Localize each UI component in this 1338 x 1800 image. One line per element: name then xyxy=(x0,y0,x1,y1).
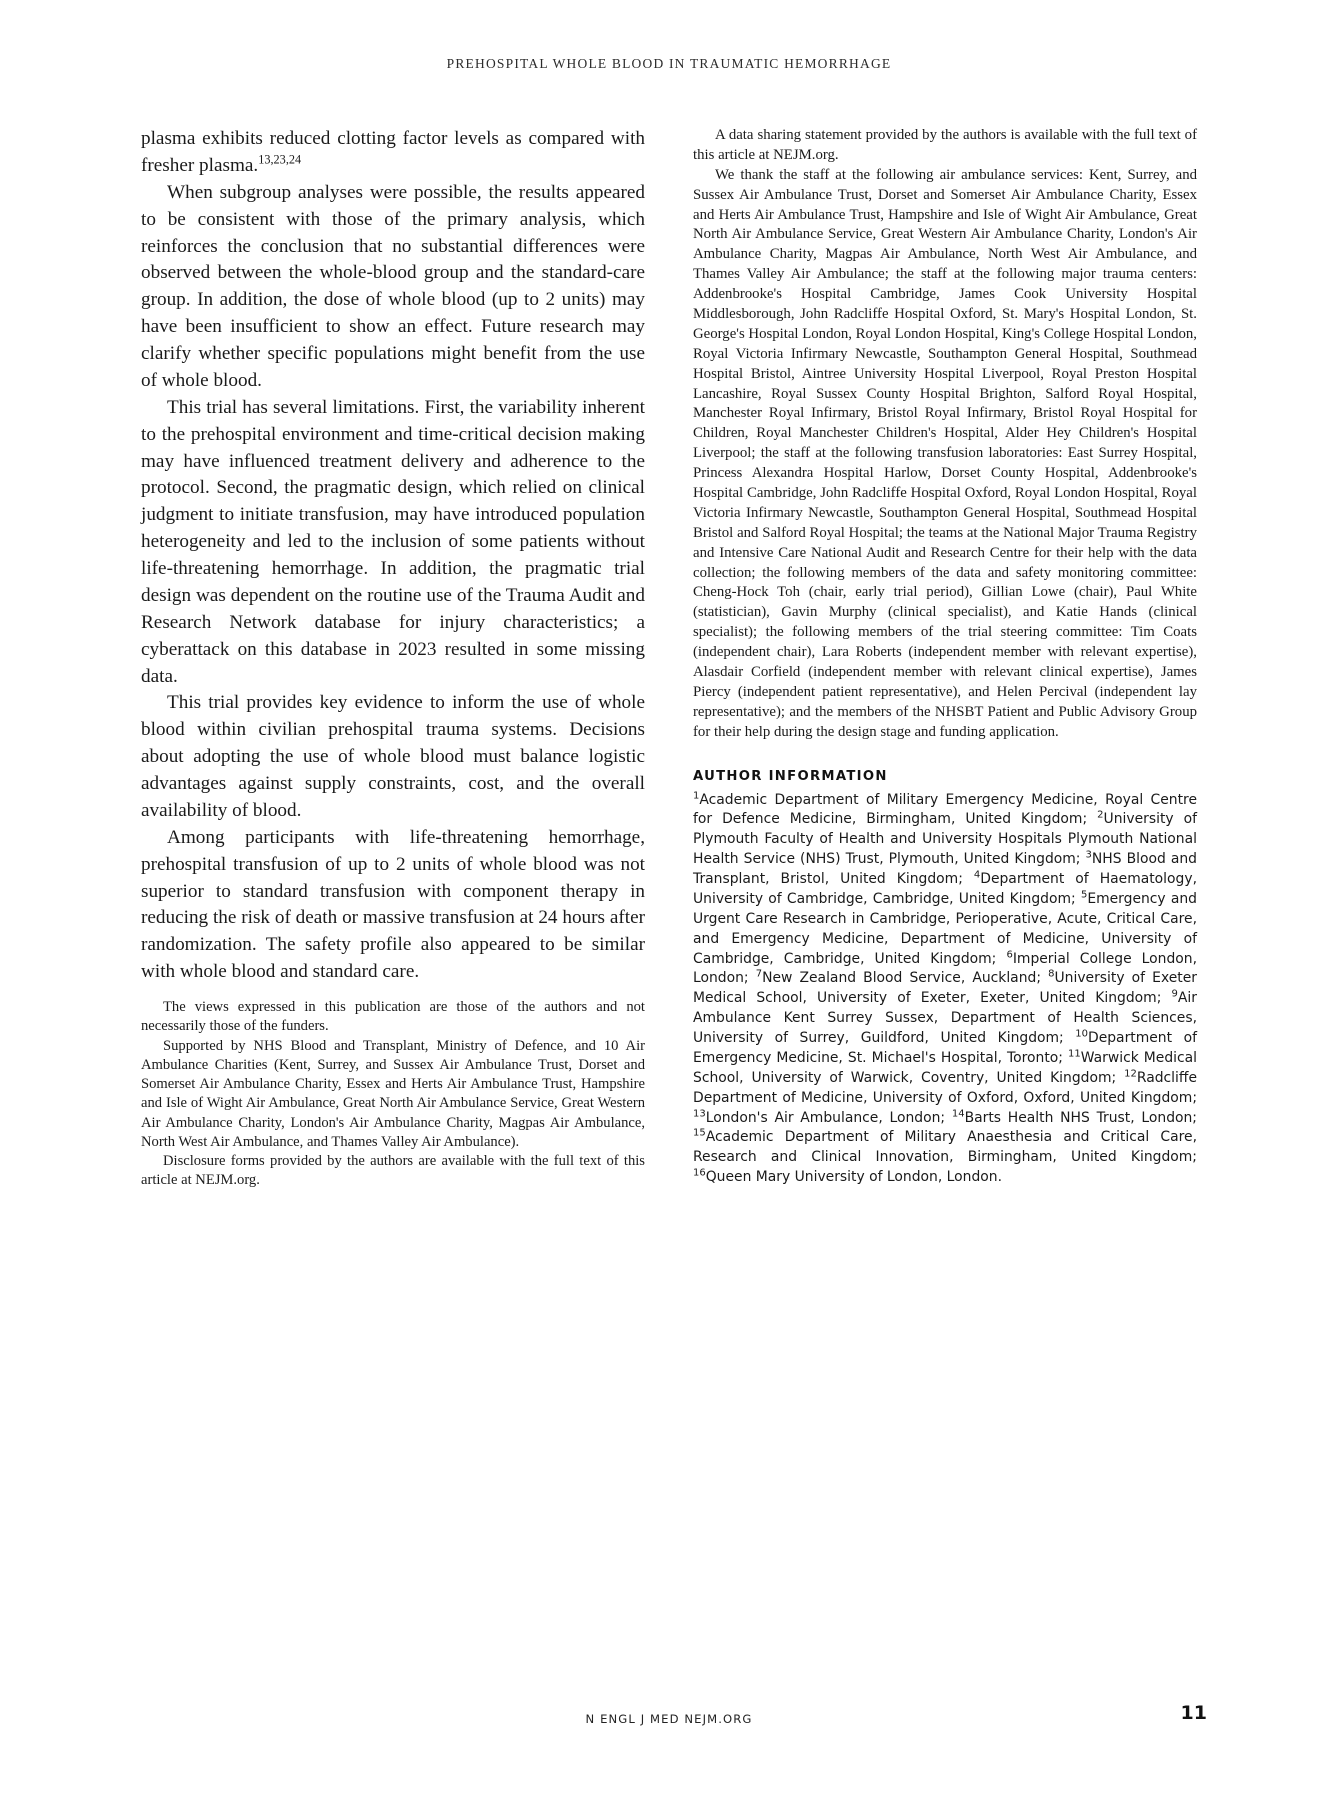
affiliation-text: Barts Health NHS Trust, London; xyxy=(964,1109,1197,1126)
affiliation-marker: 13 xyxy=(693,1107,706,1119)
paragraph: This trial provides key evidence to inform the use of whole blood within civilian prehospital trauma systems. Decisions about adopting the use of whole blood must balance logistic advantages against supply constraints, cost, and the overall availability of blood. xyxy=(141,692,645,821)
acknowledgments-block xyxy=(693,126,1197,743)
affiliation-item xyxy=(693,1129,1197,1165)
affiliation-marker: 11 xyxy=(1068,1048,1081,1060)
affiliation-text: Department of Haematology, University of Cambridge, Cambridge, United Kingdom; xyxy=(693,871,1197,907)
affiliation-marker: 3 xyxy=(1085,849,1092,861)
affiliation-item xyxy=(693,1107,952,1126)
paragraph: This trial has several limitations. First, the variability inherent to the prehospital environment and time-critical decision making may have influenced treatment delivery and adherence to the protocol. Second, the pragmatic design, which relied on clinical judgment to initiate transfusion, may have introduced population heterogeneity and led to the inclusion of some patients without life-threatening hemorrhage. In addition, the pragmatic trial design was dependent on the routine use of the Trauma Audit and Research Network database for injury characteristics; a cyberattack on this database in 2023 resulted in some missing data. xyxy=(141,396,645,687)
affiliation-item xyxy=(693,1169,1002,1185)
left-small-print xyxy=(141,998,645,1191)
affiliation-item xyxy=(951,1107,1197,1126)
reference-superscript: 13,23,24 xyxy=(258,152,302,167)
author-information-heading: AUTHOR INFORMATION xyxy=(693,768,888,784)
page-footer xyxy=(0,1680,1338,1800)
affiliation-text: University of Plymouth Faculty of Health and University Hospitals Plymouth National Health Service (NHS) Trust, Plymouth, United Kingdom; xyxy=(693,811,1198,868)
affiliation-marker: 14 xyxy=(951,1107,965,1119)
page-number: 11 xyxy=(1180,1702,1207,1724)
affiliation-marker: 9 xyxy=(1171,988,1178,1000)
left-body-text xyxy=(141,126,645,986)
paragraph: Among participants with life-threatening hemorrhage, prehospital transfusion of up to 2 units of whole blood was not superior to standard transfusion with component therapy in reducing the risk of death or massive transfusion at 24 hours after randomization. The safety profile also appeared to be similar with whole blood and standard care. xyxy=(141,826,645,983)
affiliation-marker: 10 xyxy=(1075,1028,1088,1040)
affiliation-text: Radcliffe Department of Medicine, University of Oxford, Oxford, United Kingdom; xyxy=(693,1069,1197,1106)
affiliation-text: Academic Department of Military Anaesthesia and Critical Care, Research and Clinical Innovation, Birmingham, United Kingdom; xyxy=(693,1129,1197,1166)
affiliation-text: Warwick Medical School, University of Warwick, Coventry, United Kingdom; xyxy=(693,1049,1198,1086)
affiliations-list xyxy=(693,791,1197,1189)
affiliation-text: Academic Department of Military Emergency Medicine, Royal Centre for Defence Medicine, Birmingham, United Kingdom; xyxy=(693,791,1197,828)
two-column-layout xyxy=(141,126,1197,1191)
affiliation-text: London's Air Ambulance, London; xyxy=(705,1109,946,1126)
paragraph xyxy=(141,126,645,180)
note-paragraph: The views expressed in this publication are those of the authors and not necessarily those of the funders. xyxy=(141,999,645,1035)
data-sharing-paragraph: A data sharing statement provided by the authors is available with the full text of this article at NEJM.org. xyxy=(693,127,1197,163)
affiliation-marker: 2 xyxy=(1097,809,1104,821)
affiliation-marker: 6 xyxy=(1006,948,1013,960)
paragraph-text: plasma exhibits reduced clotting factor levels as compared with fresher plasma. xyxy=(141,128,645,176)
affiliation-text: NHS Blood and Transplant, Bristol, United Kingdom; xyxy=(693,851,1197,888)
affiliation-marker: 8 xyxy=(1048,968,1055,980)
running-head: PREHOSPITAL WHOLE BLOOD IN TRAUMATIC HEMORRHAGE xyxy=(446,56,892,71)
affiliation-text: Queen Mary University of London, London. xyxy=(705,1169,1002,1186)
affiliation-marker: 1 xyxy=(693,789,700,801)
affiliation-text: Emergency and Urgent Care Research in Cambridge, Perioperative, Acute, Critical Care, and Emergency Medicine, Department of Medicine, University of Cambridge, Cambridge, United Kingdom; xyxy=(693,890,1197,967)
funding-paragraph: Supported by NHS Blood and Transplant, Ministry of Defence, and 10 Air Ambulance Charities (Kent, Surrey, and Sussex Air Ambulance Trust, Dorset and Somerset Air Ambulance Charity, Essex and Herts Air Ambulance Trust, Hampshire and Isle of Wight Air Ambulance, Great North Air Ambulance Service, Great Western Air Ambulance Charity, London's Air Ambulance Charity, Magpas Air Ambulance, North West Air Ambulance, and Thames Valley Air Ambulance). xyxy=(141,1037,645,1150)
right-column xyxy=(693,126,1197,1191)
affiliation-marker: 5 xyxy=(1080,889,1088,901)
affiliation-text: Air Ambulance Kent Surrey Sussex, Department of Health Sciences, University of Surrey, Guildford, United Kingdom; xyxy=(693,990,1197,1047)
affiliation-marker: 16 xyxy=(693,1167,706,1179)
journal-imprint: N ENGL J MED NEJM.ORG xyxy=(585,1712,753,1726)
paragraph: When subgroup analyses were possible, the results appeared to be consistent with those of the primary analysis, which reinforces the conclusion that no substantial differences were observed between the whole-blood group and the standard-care group. In addition, the dose of whole blood (up to 2 units) may have been insufficient to show an effect. Future research may clarify whether specific populations might benefit from the use of whole blood. xyxy=(141,181,645,391)
affiliation-marker: 4 xyxy=(973,869,981,881)
affiliation-marker: 12 xyxy=(1124,1068,1137,1080)
affiliation-marker: 15 xyxy=(693,1127,706,1139)
affiliation-marker: 7 xyxy=(755,968,763,980)
affiliation-text: Department of Emergency Medicine, St. Michael's Hospital, Toronto; xyxy=(693,1030,1197,1066)
disclosure-paragraph: Disclosure forms provided by the authors are available with the full text of this article at NEJM.org. xyxy=(141,1153,645,1189)
affiliation-text: University of Exeter Medical School, University of Exeter, Exeter, United Kingdom; xyxy=(693,970,1197,1007)
affiliation-item xyxy=(756,970,1048,986)
affiliation-text: Imperial College London, London; xyxy=(693,950,1198,987)
acknowledgment-paragraph: We thank the staff at the following air ambulance services: Kent, Surrey, and Sussex Air Ambulance Trust, Dorset and Somerset Air Ambulance Charity, Essex and Herts Air Ambulance Trust, Hampshire and Isle of Wight Air Ambulance, Great North Air Ambulance Service, Great Western Air Ambulance Charity, London's Air Ambulance Charity, Magpas Air Ambulance, North West Air Ambulance, and Thames Valley Air Ambulance; the staff at the following major trauma centers: Addenbrooke's Hospital Cambridge, James Cook University Hospital Middlesborough, John Radcliffe Hospital Oxford, St. Mary's Hospital London, St. George's Hospital London, Royal London Hospital, King's College Hospital London, Royal Victoria Infirmary Newcastle, Southampton General Hospital, Southmead Hospital Bristol, Aintree University Hospital Liverpool, Royal Preston Hospital Lancashire, Royal Sussex County Hospital Brighton, Salford Royal Hospital, Manchester Royal Infirmary, Bristol Royal Infirmary, Bristol Royal Hospital for Children, Royal Manchester Children's Hospital, Alder Hey Children's Hospital Liverpool; the staff at the following transfusion laboratories: East Surrey Hospital, Princess Alexandra Hospital Harlow, Dorset County Hospital, Addenbrooke's Hospital Cambridge, John Radcliffe Hospital Oxford, Royal London Hospital, Royal Victoria Infirmary Newcastle, Southampton General Hospital, Southmead Hospital Bristol and Salford Royal Hospital; the teams at the National Major Trauma Registry and Intensive Care National Audit and Research Centre for their help with the data collection; the following members of the data and safety monitoring committee: Cheng-Hock Toh (chair, early trial period), Gillian Lowe (chair), Paul White (statistician), Gavin Murphy (clinical specialist), and Katie Hands (clinical specialist); the following members of the trial steering committee: Tim Coats (independent chair), Lara Roberts (independent member with relevant expertise), Alasdair Corfield (independent member with relevant clinical expertise), James Piercy (independent patient representative), and Helen Percival (independent lay representative); and the members of the NHSBT Patient and Public Advisory Group for their help during the design stage and funding application. xyxy=(693,166,1197,740)
left-column xyxy=(141,126,645,1191)
affiliation-text: New Zealand Blood Service, Auckland; xyxy=(762,970,1042,987)
